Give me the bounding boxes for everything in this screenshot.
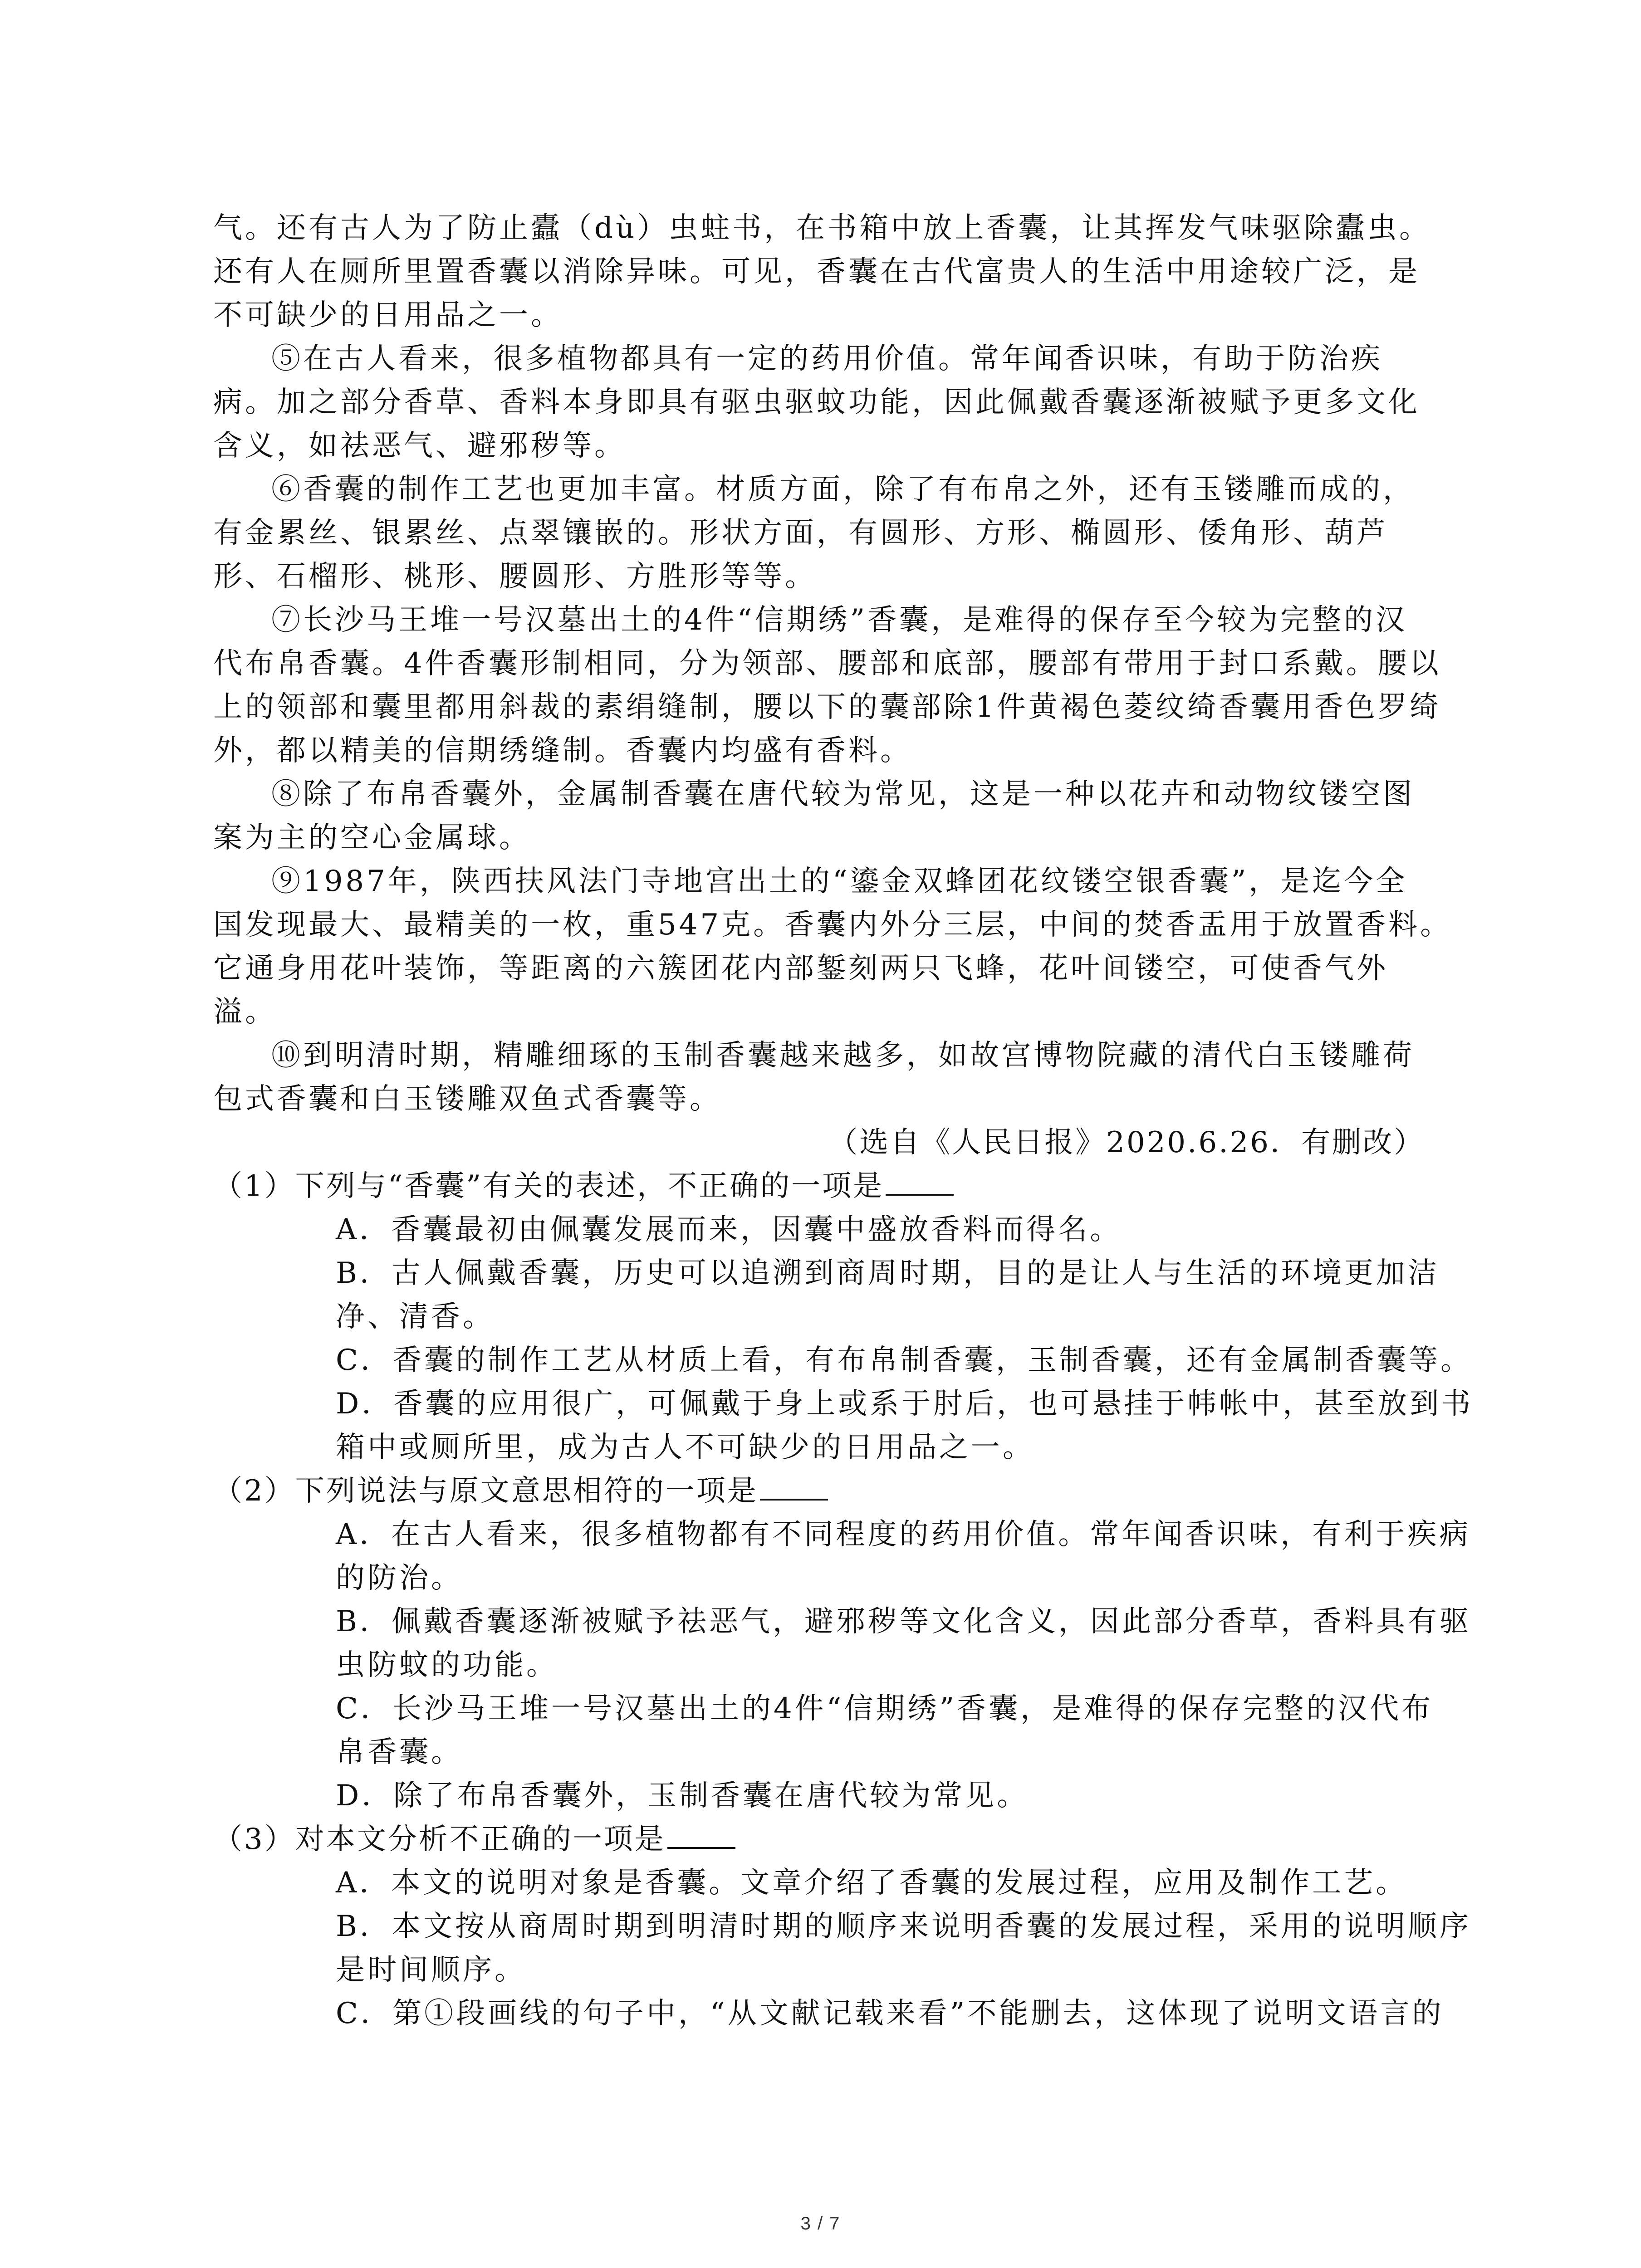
option-c: C．香囊的制作工艺从材质上看，有布帛制香囊，玉制香囊，还有金属制香囊等。 xyxy=(336,1344,1472,1377)
option-d: D．除了布帛香囊外，玉制香囊在唐代较为常见。 xyxy=(336,1779,1029,1813)
answer-blank xyxy=(886,1167,954,1196)
passage-paragraph-6 xyxy=(213,468,1429,598)
text-line: 形、石榴形、桃形、腰圆形、方胜形等等。 xyxy=(213,560,817,593)
question-stem-text: （3）对本文分析不正确的一项是 xyxy=(213,1823,666,1856)
text-line: 上的领部和囊里都用斜裁的素绢缝制，腰以下的囊部除1件黄褐色菱纹绮香囊用香色罗绮 xyxy=(213,690,1441,724)
text-line: 病。加之部分香草、香料本身即具有驱虫驱蚊功能，因此佩戴香囊逐渐被赋予更多文化 xyxy=(213,386,1420,419)
option-d: D．香囊的应用很广，可佩戴于身上或系于肘后，也可悬挂于帏帐中，甚至放到书 xyxy=(336,1387,1474,1421)
text-line: ⑥香囊的制作工艺也更加丰富。材质方面，除了有布帛之外，还有玉镂雕而成的， xyxy=(271,473,1415,506)
page-content xyxy=(213,206,1474,2035)
question-stem xyxy=(213,1164,1429,1208)
option-b: B．本文按从商周时期到明清时期的顺序来说明香囊的发展过程，采用的说明顺序 xyxy=(336,1910,1472,1943)
question-1-options xyxy=(213,1208,1474,1469)
question-1 xyxy=(213,1164,1429,1208)
text-line: ⑦长沙马王堆一号汉墓出土的4件“信期绣”香囊，是难得的保存至今较为完整的汉 xyxy=(271,603,1408,637)
passage-paragraph-9 xyxy=(213,860,1452,1034)
text-line: ⑨1987年，陕西扶风法门寺地宫出土的“鎏金双蜂团花纹镂空银香囊”，是迄今全 xyxy=(271,865,1408,898)
text-line: 溢。 xyxy=(213,995,277,1029)
passage-paragraph-8 xyxy=(213,772,1429,860)
text-line: 它通身用花叶装饰，等距离的六簇团花内部錾刻两只飞蜂，花叶间镂空，可使香气外 xyxy=(213,952,1388,985)
option-c-cont: 帛香囊。 xyxy=(336,1735,463,1769)
text-line: 代布帛香囊。4件香囊形制相同，分为领部、腰部和底部，腰部有带用于封口系戴。腰以 xyxy=(213,647,1441,680)
text-line: 含义，如祛恶气、避邪秽等。 xyxy=(213,429,626,463)
question-3-options xyxy=(213,1861,1472,2035)
option-b: B．佩戴香囊逐渐被赋予祛恶气，避邪秽等文化含义，因此部分香草，香料具有驱 xyxy=(336,1605,1472,1638)
page-number: 3 / 7 xyxy=(800,2214,841,2234)
passage-paragraph-7 xyxy=(213,598,1441,772)
answer-blank xyxy=(667,1820,735,1849)
option-a: A．香囊最初由佩囊发展而来，因囊中盛放香料而得名。 xyxy=(336,1213,1122,1246)
text-line: 包式香囊和白玉镂雕双鱼式香囊等。 xyxy=(213,1082,721,1116)
text-line: ⑤在古人看来，很多植物都具有一定的药用价值。常年闻香识味，有助于防治疾 xyxy=(271,342,1383,376)
answer-blank xyxy=(760,1471,828,1501)
question-2-options xyxy=(213,1513,1472,1818)
option-c: C．第①段画线的句子中，“从文献记载来看”不能删去，这体现了说明文语言的 xyxy=(336,1997,1444,2030)
text-line: 还有人在厕所里置香囊以消除异味。可见，香囊在古代富贵人的生活中用途较广泛，是 xyxy=(213,255,1420,288)
question-stem xyxy=(213,1818,1429,1861)
option-b: B．古人佩戴香囊，历史可以追溯到商周时期，目的是让人与生活的环境更加洁 xyxy=(336,1256,1440,1290)
question-stem-text: （2）下列说法与原文意思相符的一项是 xyxy=(213,1474,758,1508)
option-b-cont: 虫防蚊的功能。 xyxy=(336,1648,558,1682)
source-citation: （选自《人民日报》2020.6.26．有删改） xyxy=(828,1126,1425,1159)
option-a-cont: 的防治。 xyxy=(336,1561,463,1595)
option-c: C．长沙马王堆一号汉墓出土的4件“信期绣”香囊，是难得的保存完整的汉代布 xyxy=(336,1692,1434,1725)
passage-paragraph-5 xyxy=(213,337,1429,468)
text-line: ⑧除了布帛香囊外，金属制香囊在唐代较为常见，这是一种以花卉和动物纹镂空图 xyxy=(271,777,1415,811)
question-stem-text: （1）下列与“香囊”有关的表述，不正确的一项是 xyxy=(213,1169,884,1203)
text-line: 案为主的空心金属球。 xyxy=(213,821,531,855)
passage-paragraph-10 xyxy=(213,1034,1429,1121)
text-line: 国发现最大、最精美的一枚，重547克。香囊内外分三层，中间的焚香盂用于放置香料。 xyxy=(213,908,1452,942)
option-b-cont: 是时间顺序。 xyxy=(336,1953,526,1987)
option-a: A．本文的说明对象是香囊。文章介绍了香囊的发展过程，应用及制作工艺。 xyxy=(336,1866,1408,1900)
question-3 xyxy=(213,1818,1429,1861)
passage-paragraph-continued xyxy=(213,206,1429,337)
text-line: 不可缺少的日用品之一。 xyxy=(213,298,563,332)
text-line: ⑩到明清时期，精雕细琢的玉制香囊越来越多，如故宫博物院藏的清代白玉镂雕荷 xyxy=(271,1039,1415,1072)
text-line: 外，都以精美的信期绣缝制。香囊内均盛有香料。 xyxy=(213,734,912,767)
option-b-cont: 净、清香。 xyxy=(336,1300,495,1334)
question-2 xyxy=(213,1469,1429,1513)
question-stem xyxy=(213,1469,1429,1513)
option-a: A．在古人看来，很多植物都有不同程度的药用价值。常年闻香识味，有利于疾病 xyxy=(336,1518,1471,1551)
text-line: 有金累丝、银累丝、点翠镶嵌的。形状方面，有圆形、方形、椭圆形、倭角形、葫芦 xyxy=(213,516,1388,550)
option-d-cont: 箱中或厕所里，成为古人不可缺少的日用品之一。 xyxy=(336,1431,1034,1464)
text-line: 气。还有古人为了防止蠹（dù）虫蛀书，在书箱中放上香囊，让其挥发气味驱除蠹虫。 xyxy=(213,211,1431,245)
